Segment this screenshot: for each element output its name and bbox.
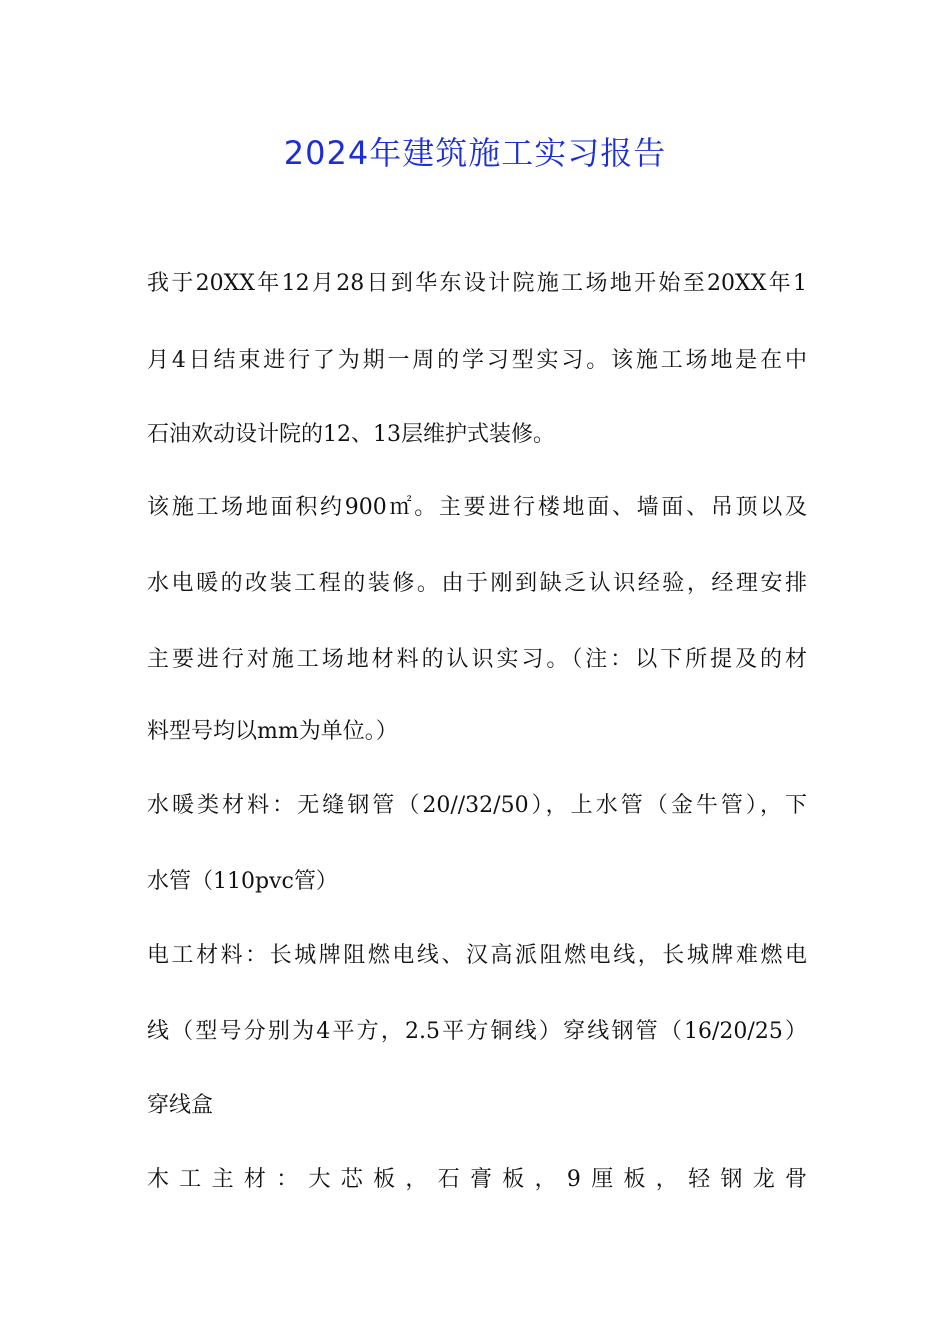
paragraph-line: 水暖类材料：无缝钢管（20//32/50），上水管（金牛管），下	[147, 793, 807, 818]
paragraph-line: 线（型号分别为4平方，2.5平方铜线）穿线钢管（16/20/25）	[147, 1019, 807, 1044]
paragraph-line: 电工材料：长城牌阻燃电线、汉高派阻燃电线，长城牌难燃电	[147, 943, 807, 968]
document-title: 2024年建筑施工实习报告	[283, 134, 667, 172]
paragraph-line: 水管（110pvc管）	[147, 869, 338, 894]
paragraph-line: 主要进行对施工场地材料的认识实习。（注：以下所提及的材	[147, 647, 807, 672]
paragraph-line: 该施工场地面积约900㎡。主要进行楼地面、墙面、吊顶以及	[147, 495, 807, 520]
paragraph-line: 我于20XX年12月28日到华东设计院施工场地开始至20XX年1	[147, 271, 807, 296]
paragraph-line: 月4日结束进行了为期一周的学习型实习。该施工场地是在中	[147, 348, 807, 373]
paragraph-line: 石油欢动设计院的12、13层维护式装修。	[147, 422, 555, 447]
paragraph-line: 穿线盒	[147, 1093, 214, 1118]
paragraph-line: 料型号均以mm为单位。）	[147, 719, 398, 744]
paragraph-line: 水电暖的改装工程的装修。由于刚到缺乏认识经验，经理安排	[147, 571, 807, 596]
paragraph-line: 木工主材：大芯板，石膏板，9厘板，轻钢龙骨	[147, 1167, 807, 1192]
